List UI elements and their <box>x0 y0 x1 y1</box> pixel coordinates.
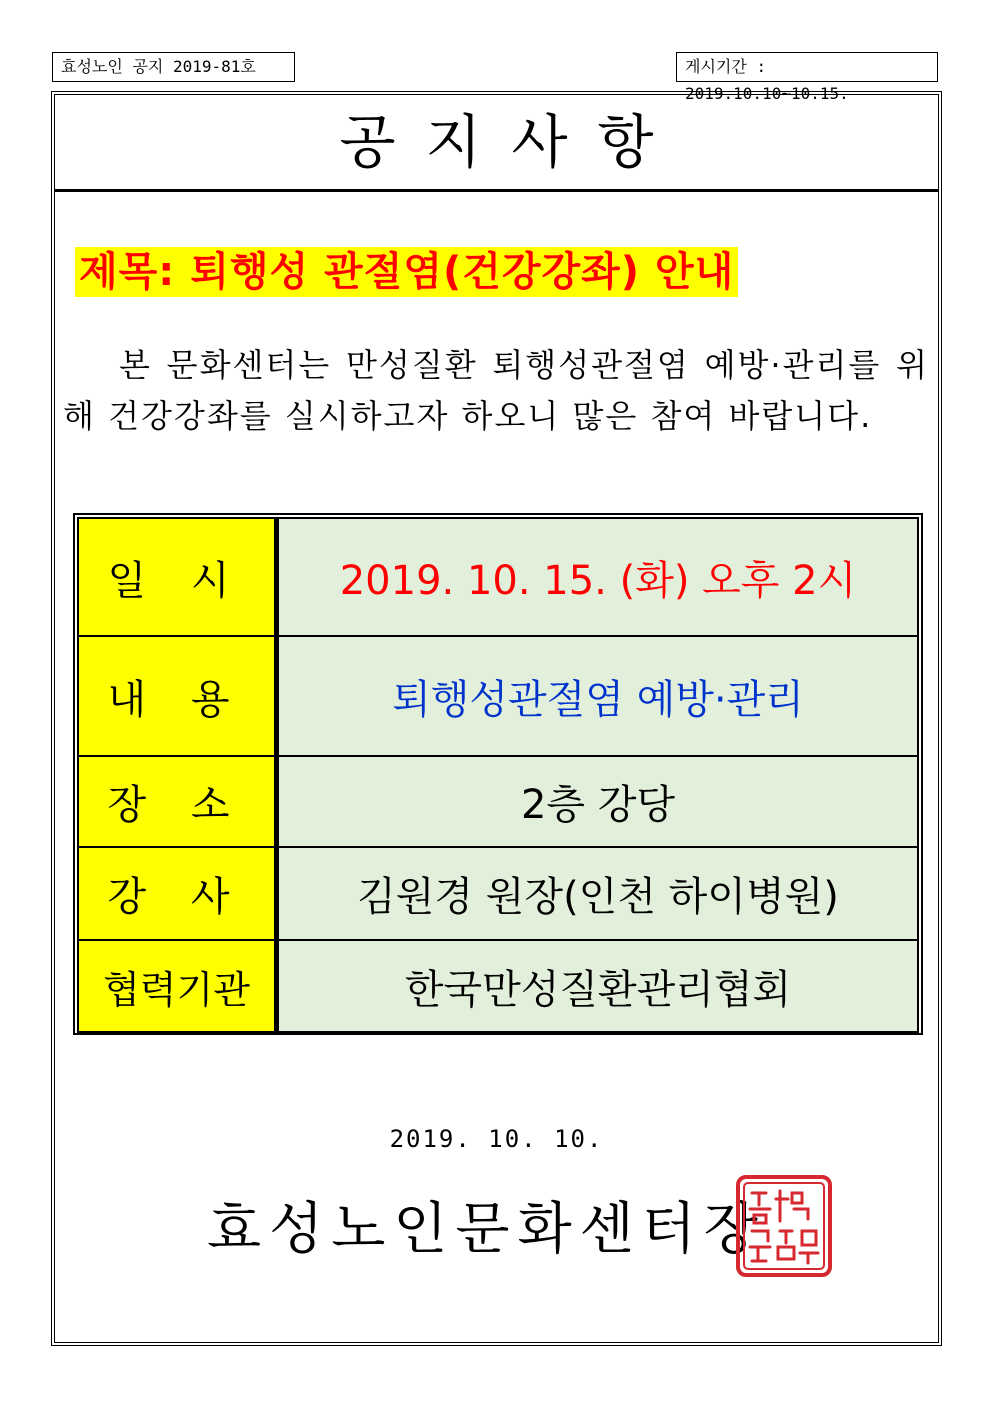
title-bar <box>55 95 938 192</box>
label-place: 장 소 <box>78 756 277 847</box>
notice-body <box>63 340 929 442</box>
official-seal-icon <box>736 1175 832 1277</box>
label-datetime: 일 시 <box>78 518 277 636</box>
details-row-datetime <box>78 518 918 636</box>
signer-name: 효성노인문화센터장 <box>207 1197 766 1262</box>
label-lecturer: 강 사 <box>78 847 277 940</box>
notice-frame <box>51 91 942 1346</box>
page-title: 공지사항 <box>339 108 684 176</box>
notice-subject: 제목: 퇴행성 관절염(건강강좌) 안내 <box>75 247 738 297</box>
details-row-lecturer <box>78 847 918 940</box>
body-text: 본 문화센터는 만성질환 퇴행성관절염 예방·관리를 위해 건강강좌를 실시하고자 하오니 많은 참여 바랍니다. <box>63 346 929 435</box>
label-content: 내 용 <box>78 636 277 756</box>
details-row-content <box>78 636 918 756</box>
value-partner: 한국만성질환관리협회 <box>277 940 919 1032</box>
label-partner: 협력기관 <box>78 940 277 1032</box>
posting-period: 게시기간 : 2019.10.10~10.15. <box>676 52 938 82</box>
notice-number: 효성노인 공지 2019-81호 <box>52 52 295 82</box>
details-table <box>73 513 923 1035</box>
details-row-partner <box>78 940 918 1032</box>
details-row-place <box>78 756 918 847</box>
value-lecturer: 김원경 원장(인천 하이병원) <box>277 847 919 940</box>
value-place: 2층 강당 <box>277 756 919 847</box>
notice-date: 2019. 10. 10. <box>389 1125 604 1153</box>
value-content: 퇴행성관절염 예방·관리 <box>277 636 919 756</box>
value-datetime: 2019. 10. 15. (화) 오후 2시 <box>277 518 919 636</box>
